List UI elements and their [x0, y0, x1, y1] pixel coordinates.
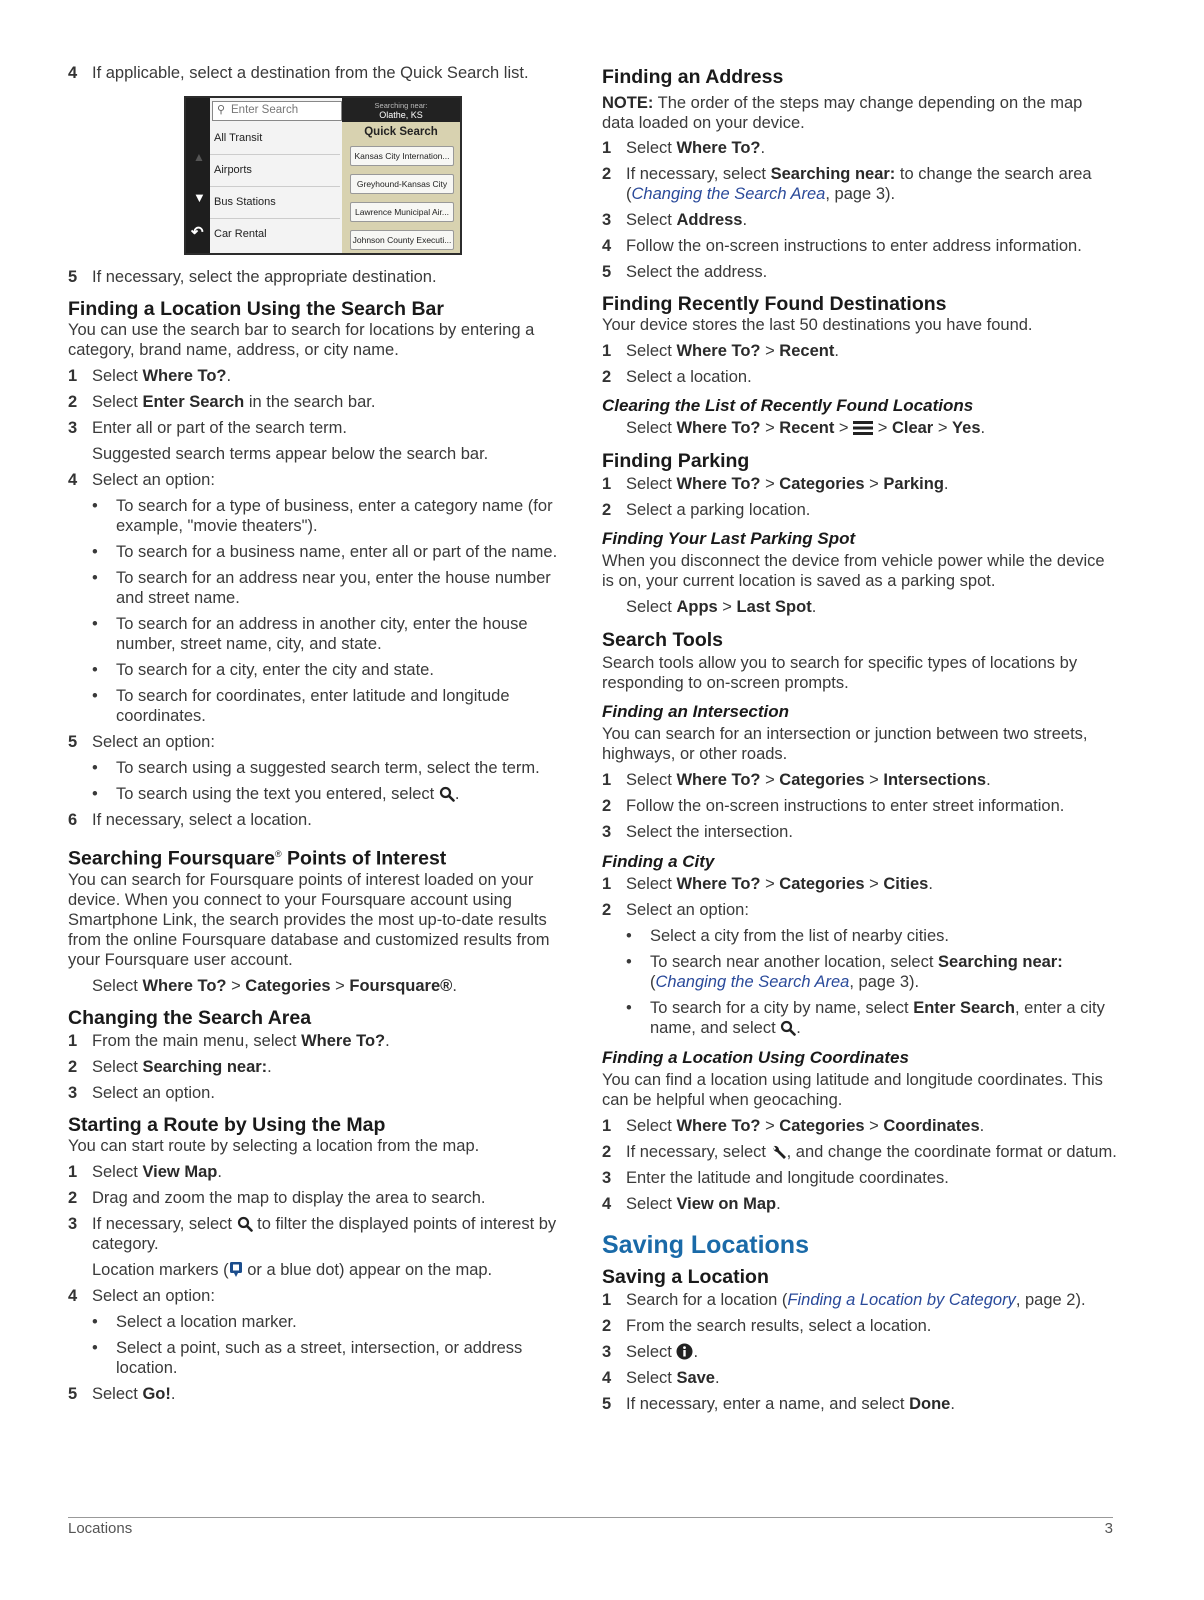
step-item: 3 Enter all or part of the search term. [68, 419, 347, 437]
section-heading: Searching Foursquare® Points of Interest [68, 847, 447, 870]
subsection-heading: Finding Your Last Parking Spot [602, 529, 856, 548]
step-item: 3 Select the intersection. [602, 823, 793, 841]
instruction: Select Where To? > Categories > Foursquare®. [92, 976, 457, 995]
step-text: If necessary, select the appropriate destination. [92, 268, 437, 286]
step-item: 3 Select an option. [68, 1083, 215, 1102]
step-item: 2 Follow the on-screen instructions to enter street information. [602, 797, 1065, 815]
divider [210, 186, 340, 187]
note: NOTE: The order of the steps may change depending on the map data loaded on your device. [602, 94, 1083, 132]
bullet-item: • Select a city from the list of nearby cities. [626, 927, 949, 945]
step-item: 6 If necessary, select a location. [68, 811, 312, 829]
step-item: 1 Select Where To? > Categories > Coordinates. [602, 1117, 985, 1135]
step-item: 2 Select an option: [602, 901, 749, 919]
back-icon: ↶ [191, 224, 204, 241]
step-item: 5 Select an option: [68, 733, 215, 751]
info-icon [676, 1343, 693, 1360]
bullet-item: • To search for a city, enter the city and state. [92, 661, 434, 679]
step-item: 5 Select the address. [602, 263, 768, 281]
step-item: 2 Select a parking location. [602, 501, 811, 519]
search-placeholder: Enter Search [231, 104, 299, 116]
step-text: If applicable, select a destination from the Quick Search list. [92, 64, 529, 82]
bullet-item: • Select a location marker. [92, 1312, 297, 1331]
bullet-item: • To search for a city by name, select Enter Search, enter a city name, and select . [626, 999, 1105, 1037]
step-item: 2 Select a location. [602, 368, 752, 386]
step-item: 4 Select an option: [68, 471, 215, 489]
step-item: 1 Select Where To? > Categories > Intersections. [602, 771, 991, 789]
search-icon [780, 1020, 796, 1036]
step-item: 2 From the search results, select a location. [602, 1317, 932, 1335]
step-item: 1 Search for a location (Finding a Location by Category, page 2). [602, 1291, 1086, 1309]
step-number: 4 [68, 64, 78, 82]
search-icon: ⚲ [217, 104, 226, 116]
bullet-item: • To search for an address in another city, enter the house number, street name, city, and state. [92, 615, 528, 653]
step-item: 3 Enter the latitude and longitude coordinates. [602, 1169, 949, 1187]
section-intro: You can start route by selecting a location from the map. [68, 1136, 480, 1155]
step-item: 1 Select Where To? > Categories > Cities. [602, 875, 933, 893]
cross-reference-link[interactable]: Finding a Location by Category [787, 1291, 1016, 1309]
step-item: 2 If necessary, select , and change the coordinate format or datum. [602, 1143, 1117, 1161]
category-item: Bus Stations [214, 196, 276, 208]
bullet-item: • To search using a suggested search term, select the term. [92, 759, 540, 777]
bullet-item: • To search using the text you entered, select . [92, 785, 460, 803]
step-item [68, 267, 580, 287]
cross-reference-link[interactable]: Changing the Search Area [655, 973, 850, 991]
quick-search-title: Quick Search [364, 126, 438, 138]
section-heading: Search Tools [602, 629, 724, 651]
category-item: Airports [214, 164, 252, 176]
section-heading: Finding Recently Found Destinations [602, 293, 947, 315]
chapter-heading: Saving Locations [602, 1231, 809, 1259]
searching-near-label: Searching near: [374, 101, 428, 110]
search-field [212, 101, 342, 121]
bullet-item: • To search for a business name, enter all or part of the name. [92, 543, 558, 561]
section-intro: When you disconnect the device from vehicle power while the device is on, your current location is saved as a parking spot. [602, 552, 1105, 590]
step-item: 5 If necessary, enter a name, and select Done. [602, 1395, 955, 1413]
section-intro: You can search for an intersection or junction between two streets, highways, or other roads. [602, 725, 1088, 763]
category-panel [210, 98, 342, 253]
right-column [602, 63, 1117, 1414]
step-number: 5 [68, 268, 78, 286]
section-intro: You can find a location using latitude and longitude coordinates. This can be helpful when geocaching. [602, 1071, 1103, 1109]
step-note: Location markers ( or a blue dot) appear on the map. [92, 1260, 493, 1279]
search-icon [439, 786, 455, 802]
page-footer [68, 1517, 1113, 1537]
search-icon [237, 1216, 253, 1232]
section-heading: Saving a Location [602, 1266, 769, 1288]
divider [210, 154, 340, 155]
section-heading: Starting a Route by Using the Map [68, 1113, 386, 1136]
device-screenshot [184, 96, 462, 255]
divider [210, 218, 340, 219]
step-item: 3 If necessary, select to filter the displayed points of interest by category. [68, 1214, 557, 1253]
page-number: 3 [1104, 1520, 1113, 1537]
step-note: Suggested search terms appear below the search bar. [92, 445, 489, 463]
section-heading: Changing the Search Area [68, 1006, 312, 1029]
quick-search-item: Greyhound-Kansas City [350, 174, 454, 194]
step-item: 4 Follow the on-screen instructions to enter address information. [602, 237, 1082, 255]
bullet-item: • To search for an address near you, enter the house number and street name. [92, 569, 551, 607]
step-item: 2 If necessary, select Searching near: to change the search area (Changing the Search Area, page 3). [602, 165, 1092, 203]
section-intro: Your device stores the last 50 destinations you have found. [602, 316, 1033, 334]
step-item: 2 Select Enter Search in the search bar. [68, 393, 376, 411]
quick-search-panel [342, 98, 460, 253]
scroll-strip [186, 98, 210, 253]
instruction: Select Apps > Last Spot. [626, 598, 817, 616]
step-item: 4 Select an option: [68, 1286, 215, 1305]
step-item: 1 Select Where To?. [602, 139, 766, 157]
footer-section-name: Locations [68, 1520, 133, 1537]
quick-search-item: Johnson County Executi... [350, 230, 454, 250]
step-item [68, 63, 580, 83]
location-marker-icon [229, 1261, 243, 1278]
quick-search-item: Lawrence Municipal Air... [350, 202, 454, 222]
left-column [68, 63, 580, 1404]
step-item: 3 Select . [602, 1343, 699, 1361]
subsection-heading: Finding a Location Using Coordinates [602, 1048, 909, 1067]
subsection-heading: Clearing the List of Recently Found Locations [602, 396, 974, 415]
wrench-icon [771, 1144, 787, 1160]
step-item: 1 Select View Map. [68, 1162, 222, 1181]
section-heading: Finding a Location Using the Search Bar [68, 298, 444, 320]
category-item: Car Rental [214, 228, 267, 240]
bullet-item: • To search for coordinates, enter latitude and longitude coordinates. [92, 687, 510, 725]
step-item: 2 Drag and zoom the map to display the area to search. [68, 1188, 486, 1207]
quick-search-item: Kansas City Internation... [350, 146, 454, 166]
step-item: 1 Select Where To?. [68, 367, 232, 385]
step-item: 1 Select Where To? > Categories > Parking. [602, 475, 949, 493]
scroll-up-icon: ▲ [193, 150, 205, 164]
section-intro: You can search for Foursquare points of interest loaded on your device. When you connect to your Foursquare account using Smartphone Link, the search provides the most up-to-date results from the online Foursquare database and customized results from your Foursquare user account. [68, 870, 550, 969]
step-item: 4 Select Save. [602, 1369, 720, 1387]
category-item: All Transit [214, 132, 263, 144]
step-item: 4 Select View on Map. [602, 1195, 781, 1213]
menu-icon [853, 420, 873, 436]
cross-reference-link[interactable]: Changing the Search Area [631, 185, 826, 203]
step-item: 5 Select Go!. [68, 1384, 176, 1403]
section-heading: Finding Parking [602, 450, 750, 472]
section-heading: Finding an Address [602, 66, 784, 88]
scroll-down-icon: ▼ [193, 190, 206, 205]
instruction: Select Where To? > Recent > > Clear > Yes. [626, 419, 986, 437]
section-intro: Search tools allow you to search for specific types of locations by responding to on-screen prompts. [602, 654, 1078, 692]
bullet-item: • Select a point, such as a street, intersection, or address location. [92, 1338, 523, 1377]
bullet-item: • To search for a type of business, enter a category name (for example, "movie theaters"). [92, 497, 553, 535]
searching-near-header [342, 98, 460, 122]
step-item: 2 Select Searching near:. [68, 1057, 272, 1076]
subsection-heading: Finding a City [602, 852, 715, 871]
searching-near-value: Olathe, KS [379, 110, 423, 120]
section-intro: You can use the search bar to search for locations by entering a category, brand name, address, or city name. [68, 321, 535, 359]
step-item: 1 From the main menu, select Where To?. [68, 1031, 390, 1050]
step-item: 1 Select Where To? > Recent. [602, 342, 839, 360]
subsection-heading: Finding an Intersection [602, 702, 790, 721]
step-item: 3 Select Address. [602, 211, 748, 229]
bullet-item: • To search near another location, select Searching near: (Changing the Search Area, page 3). [626, 953, 1063, 991]
